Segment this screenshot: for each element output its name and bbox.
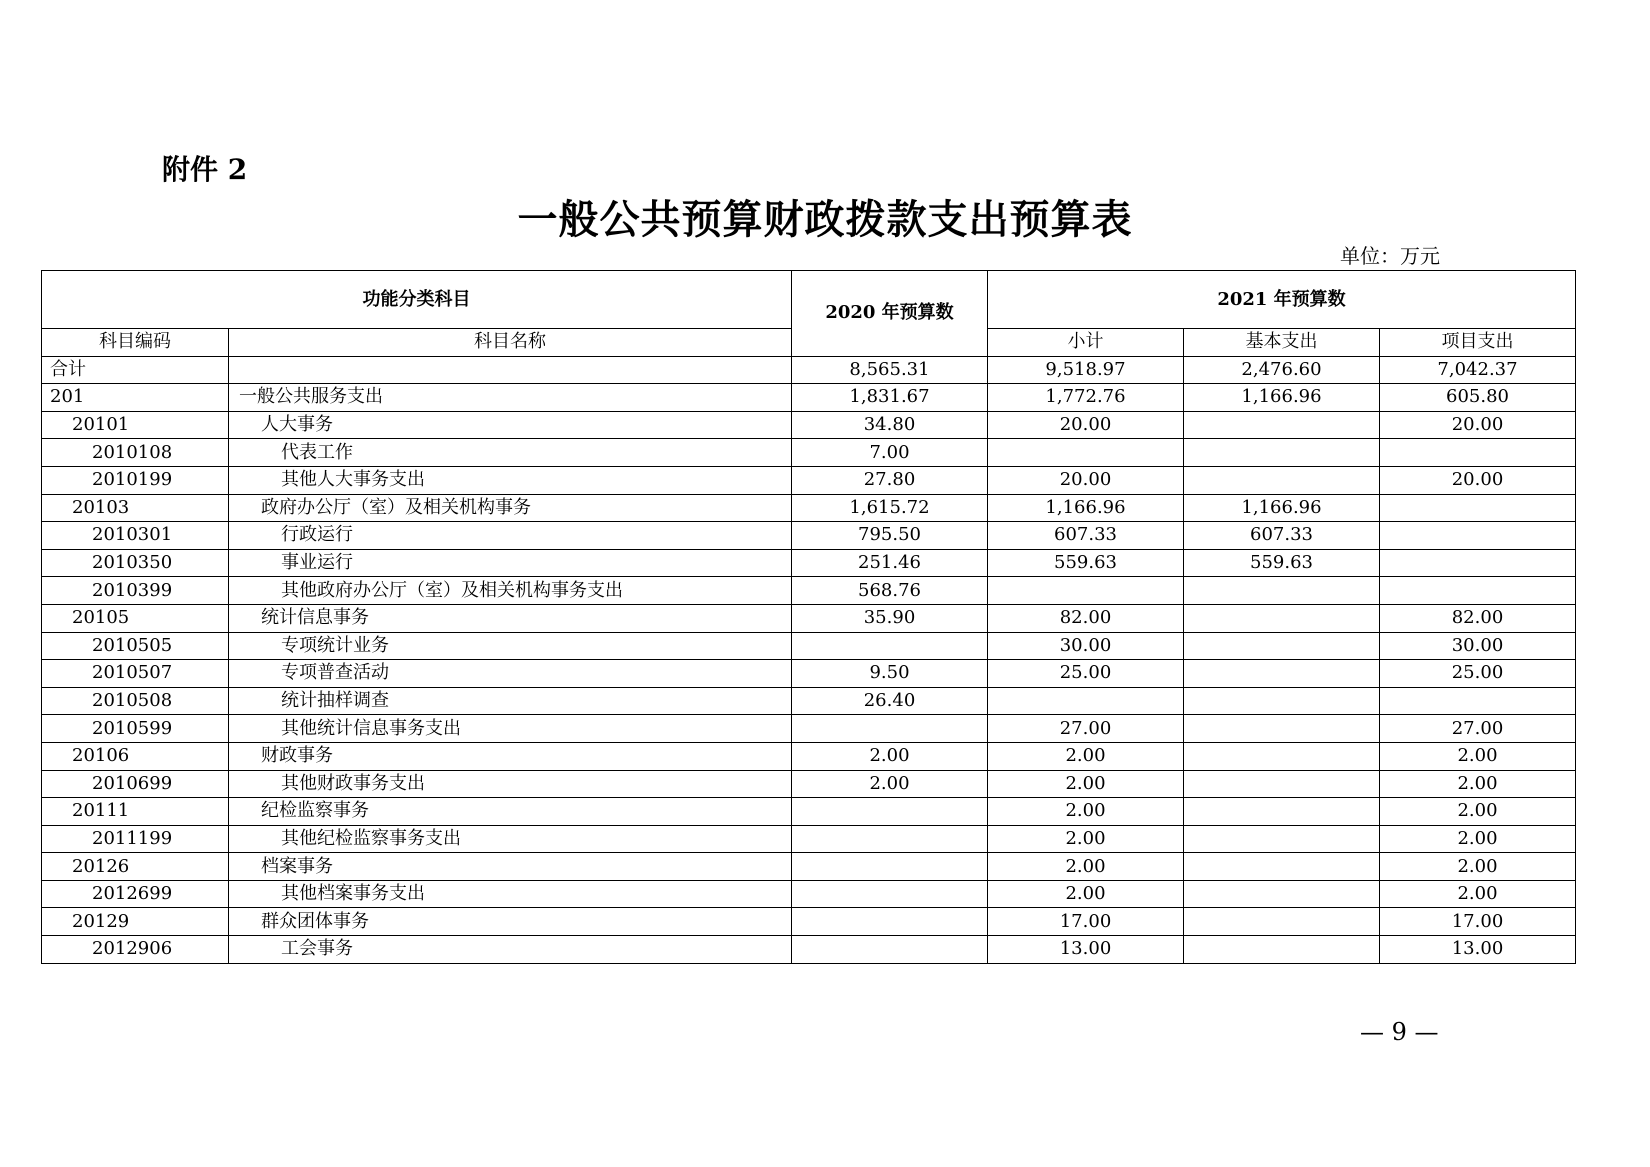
header-subtotal: 小计 xyxy=(988,329,1184,357)
cell-project xyxy=(1380,494,1576,522)
cell-basic xyxy=(1184,936,1380,964)
cell-project xyxy=(1380,549,1576,577)
cell-basic xyxy=(1184,715,1380,743)
cell-basic xyxy=(1184,687,1380,715)
cell-subtotal: 2.00 xyxy=(988,798,1184,826)
cell-code: 2012699 xyxy=(42,880,229,908)
cell-subtotal: 559.63 xyxy=(988,549,1184,577)
cell-name: 人大事务 xyxy=(229,411,792,439)
cell-subtotal: 25.00 xyxy=(988,660,1184,688)
cell-code: 20111 xyxy=(42,798,229,826)
header-row-1 xyxy=(42,271,1576,329)
cell-project: 82.00 xyxy=(1380,604,1576,632)
header-budget-2020: 2020 年预算数 xyxy=(792,271,988,357)
cell-budget-2020: 8,565.31 xyxy=(792,356,988,384)
header-project: 项目支出 xyxy=(1380,329,1576,357)
cell-project: 2.00 xyxy=(1380,770,1576,798)
cell-budget-2020: 35.90 xyxy=(792,604,988,632)
cell-budget-2020 xyxy=(792,825,988,853)
budget-table xyxy=(41,270,1576,964)
cell-code: 2010699 xyxy=(42,770,229,798)
cell-name: 其他人大事务支出 xyxy=(229,466,792,494)
cell-name: 其他纪检监察事务支出 xyxy=(229,825,792,853)
cell-subtotal: 2.00 xyxy=(988,880,1184,908)
cell-project: 7,042.37 xyxy=(1380,356,1576,384)
cell-subtotal: 9,518.97 xyxy=(988,356,1184,384)
cell-name: 工会事务 xyxy=(229,936,792,964)
cell-name: 其他统计信息事务支出 xyxy=(229,715,792,743)
table-row xyxy=(42,798,1576,826)
table-row xyxy=(42,936,1576,964)
table-row xyxy=(42,439,1576,467)
table-row xyxy=(42,577,1576,605)
cell-project: 30.00 xyxy=(1380,632,1576,660)
cell-code: 20105 xyxy=(42,604,229,632)
cell-budget-2020: 1,615.72 xyxy=(792,494,988,522)
cell-subtotal: 13.00 xyxy=(988,936,1184,964)
cell-code: 合计 xyxy=(42,356,229,384)
header-basic: 基本支出 xyxy=(1184,329,1380,357)
cell-subtotal: 20.00 xyxy=(988,466,1184,494)
cell-project: 20.00 xyxy=(1380,466,1576,494)
cell-budget-2020: 1,831.67 xyxy=(792,384,988,412)
table-body xyxy=(42,356,1576,963)
header-function-class: 功能分类科目 xyxy=(42,271,792,329)
table-row xyxy=(42,494,1576,522)
cell-name: 代表工作 xyxy=(229,439,792,467)
cell-subtotal: 2.00 xyxy=(988,770,1184,798)
cell-budget-2020 xyxy=(792,798,988,826)
cell-project: 20.00 xyxy=(1380,411,1576,439)
cell-name xyxy=(229,356,792,384)
cell-basic xyxy=(1184,411,1380,439)
cell-code: 201 xyxy=(42,384,229,412)
table-row xyxy=(42,522,1576,550)
cell-code: 2010508 xyxy=(42,687,229,715)
page-number: — 9 — xyxy=(1360,1018,1439,1046)
table-row xyxy=(42,880,1576,908)
cell-subtotal: 2.00 xyxy=(988,853,1184,881)
cell-basic xyxy=(1184,880,1380,908)
attachment-label: 附件 2 xyxy=(162,153,248,186)
cell-project xyxy=(1380,687,1576,715)
cell-code: 20126 xyxy=(42,853,229,881)
cell-project: 27.00 xyxy=(1380,715,1576,743)
cell-code: 2010505 xyxy=(42,632,229,660)
cell-basic: 607.33 xyxy=(1184,522,1380,550)
cell-name: 事业运行 xyxy=(229,549,792,577)
cell-name: 统计信息事务 xyxy=(229,604,792,632)
cell-budget-2020: 9.50 xyxy=(792,660,988,688)
cell-subtotal: 607.33 xyxy=(988,522,1184,550)
cell-basic xyxy=(1184,577,1380,605)
cell-code: 2010507 xyxy=(42,660,229,688)
cell-basic xyxy=(1184,660,1380,688)
cell-subtotal xyxy=(988,687,1184,715)
cell-budget-2020 xyxy=(792,715,988,743)
cell-budget-2020: 26.40 xyxy=(792,687,988,715)
cell-basic xyxy=(1184,742,1380,770)
table-row xyxy=(42,853,1576,881)
cell-budget-2020 xyxy=(792,880,988,908)
cell-code: 2010301 xyxy=(42,522,229,550)
cell-project: 2.00 xyxy=(1380,825,1576,853)
cell-basic xyxy=(1184,798,1380,826)
cell-code: 20103 xyxy=(42,494,229,522)
cell-basic xyxy=(1184,825,1380,853)
cell-project: 605.80 xyxy=(1380,384,1576,412)
cell-code: 20101 xyxy=(42,411,229,439)
cell-name: 统计抽样调查 xyxy=(229,687,792,715)
cell-budget-2020: 795.50 xyxy=(792,522,988,550)
cell-basic xyxy=(1184,853,1380,881)
document-title: 一般公共预算财政拨款支出预算表 xyxy=(517,196,1133,243)
header-code: 科目编码 xyxy=(42,329,229,357)
cell-budget-2020 xyxy=(792,908,988,936)
cell-subtotal: 1,772.76 xyxy=(988,384,1184,412)
cell-code: 2010108 xyxy=(42,439,229,467)
cell-project: 2.00 xyxy=(1380,880,1576,908)
cell-budget-2020: 7.00 xyxy=(792,439,988,467)
cell-project: 17.00 xyxy=(1380,908,1576,936)
cell-code: 2010599 xyxy=(42,715,229,743)
cell-subtotal: 2.00 xyxy=(988,825,1184,853)
cell-basic xyxy=(1184,604,1380,632)
cell-budget-2020: 2.00 xyxy=(792,742,988,770)
cell-code: 2012906 xyxy=(42,936,229,964)
cell-code: 2010199 xyxy=(42,466,229,494)
cell-name: 一般公共服务支出 xyxy=(229,384,792,412)
table-row xyxy=(42,825,1576,853)
cell-name: 专项统计业务 xyxy=(229,632,792,660)
cell-code: 20106 xyxy=(42,742,229,770)
cell-subtotal: 27.00 xyxy=(988,715,1184,743)
cell-basic: 1,166.96 xyxy=(1184,384,1380,412)
cell-subtotal: 20.00 xyxy=(988,411,1184,439)
cell-basic xyxy=(1184,908,1380,936)
table-row xyxy=(42,715,1576,743)
table-row xyxy=(42,908,1576,936)
table-row xyxy=(42,632,1576,660)
cell-basic: 1,166.96 xyxy=(1184,494,1380,522)
cell-subtotal: 17.00 xyxy=(988,908,1184,936)
cell-basic xyxy=(1184,466,1380,494)
table-row xyxy=(42,604,1576,632)
cell-name: 政府办公厅（室）及相关机构事务 xyxy=(229,494,792,522)
cell-subtotal xyxy=(988,439,1184,467)
cell-project: 13.00 xyxy=(1380,936,1576,964)
cell-name: 群众团体事务 xyxy=(229,908,792,936)
cell-budget-2020: 568.76 xyxy=(792,577,988,605)
cell-budget-2020: 251.46 xyxy=(792,549,988,577)
cell-budget-2020 xyxy=(792,853,988,881)
table-row xyxy=(42,466,1576,494)
cell-name: 纪检监察事务 xyxy=(229,798,792,826)
header-name: 科目名称 xyxy=(229,329,792,357)
cell-subtotal xyxy=(988,577,1184,605)
cell-project: 2.00 xyxy=(1380,853,1576,881)
cell-subtotal: 30.00 xyxy=(988,632,1184,660)
cell-budget-2020: 27.80 xyxy=(792,466,988,494)
cell-subtotal: 1,166.96 xyxy=(988,494,1184,522)
cell-project xyxy=(1380,439,1576,467)
cell-budget-2020 xyxy=(792,936,988,964)
header-budget-2021: 2021 年预算数 xyxy=(988,271,1576,329)
cell-project: 2.00 xyxy=(1380,742,1576,770)
table-row xyxy=(42,411,1576,439)
cell-name: 其他档案事务支出 xyxy=(229,880,792,908)
cell-subtotal: 82.00 xyxy=(988,604,1184,632)
cell-subtotal: 2.00 xyxy=(988,742,1184,770)
cell-code: 2010399 xyxy=(42,577,229,605)
cell-name: 财政事务 xyxy=(229,742,792,770)
cell-basic xyxy=(1184,632,1380,660)
cell-budget-2020: 34.80 xyxy=(792,411,988,439)
table-row xyxy=(42,660,1576,688)
table-row xyxy=(42,356,1576,384)
cell-name: 其他财政事务支出 xyxy=(229,770,792,798)
cell-name: 专项普查活动 xyxy=(229,660,792,688)
cell-name: 其他政府办公厅（室）及相关机构事务支出 xyxy=(229,577,792,605)
table-row xyxy=(42,549,1576,577)
cell-code: 2011199 xyxy=(42,825,229,853)
cell-code: 20129 xyxy=(42,908,229,936)
cell-basic: 559.63 xyxy=(1184,549,1380,577)
table-row xyxy=(42,742,1576,770)
cell-budget-2020 xyxy=(792,632,988,660)
table-row xyxy=(42,770,1576,798)
cell-project: 2.00 xyxy=(1380,798,1576,826)
cell-budget-2020: 2.00 xyxy=(792,770,988,798)
cell-name: 档案事务 xyxy=(229,853,792,881)
cell-basic: 2,476.60 xyxy=(1184,356,1380,384)
cell-code: 2010350 xyxy=(42,549,229,577)
cell-name: 行政运行 xyxy=(229,522,792,550)
cell-project: 25.00 xyxy=(1380,660,1576,688)
table-row xyxy=(42,384,1576,412)
cell-basic xyxy=(1184,439,1380,467)
cell-basic xyxy=(1184,770,1380,798)
cell-project xyxy=(1380,522,1576,550)
table-row xyxy=(42,687,1576,715)
cell-project xyxy=(1380,577,1576,605)
unit-label: 单位：万元 xyxy=(1340,244,1440,268)
